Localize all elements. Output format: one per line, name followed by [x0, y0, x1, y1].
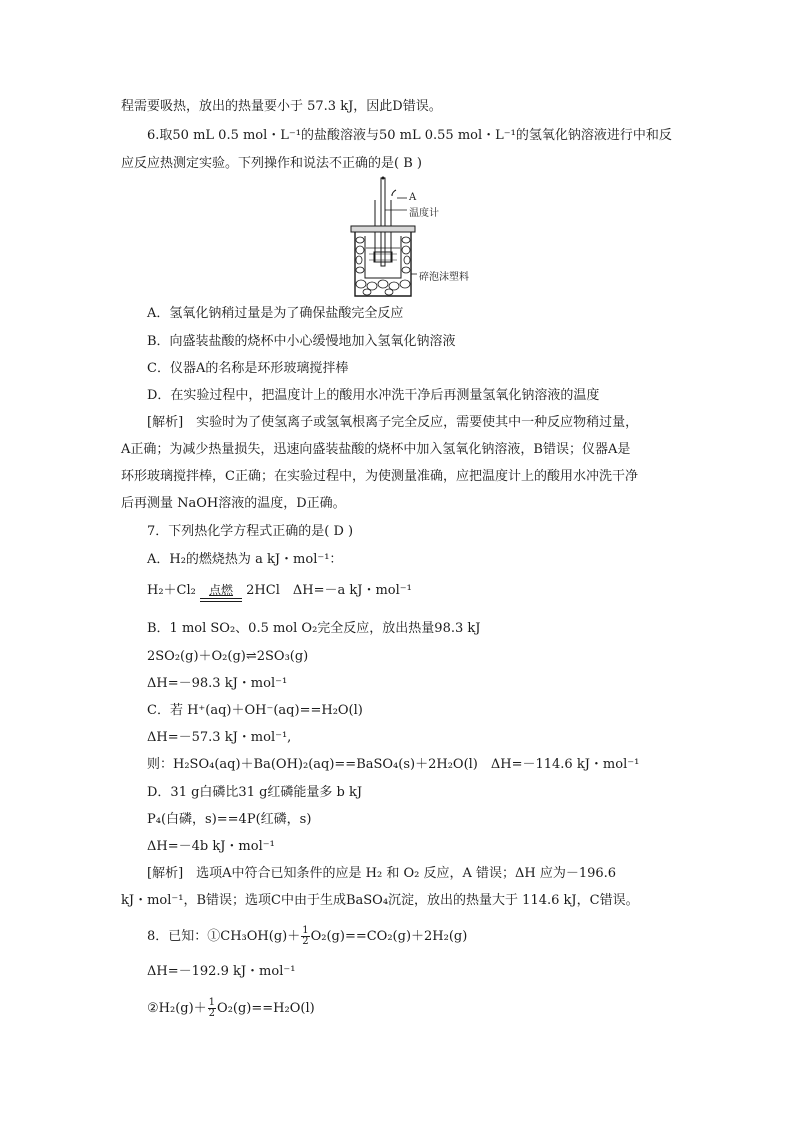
text-line-1: 程需要吸热，放出的热量要小于 57.3 kJ，因此D错误。: [121, 99, 442, 114]
option-6-d: D．在实验过程中，把温度计上的酸用水冲洗干净后再测量氢氧化钠溶液的温度: [147, 388, 600, 403]
explanation-7-b: kJ・mol⁻¹，B错误；选项C中由于生成BaSO₄沉淀，放出的热量大于 114.6 kJ，C错误。: [121, 893, 639, 908]
label-thermometer: 温度计: [409, 208, 439, 219]
option-7-a-equation: [147, 580, 412, 602]
explanation-6-d: 后再测量 NaOH溶液的温度，D正确。: [121, 496, 346, 511]
option-7-b-equation: 2SO₂(g)＋O₂(g)⇌2SO₃(g): [147, 649, 309, 664]
question-8-eq-1: [147, 924, 467, 950]
label-foam: 碎泡沫塑料: [419, 272, 469, 283]
question-8-eq-2: [147, 996, 315, 1022]
question-7-stem: 7．下列热化学方程式正确的是( D ): [147, 524, 354, 539]
option-6-b: B．向盛装盐酸的烧杯中小心缓慢地加入氢氧化钠溶液: [147, 334, 456, 349]
question-8-enthalpy-1: ΔH=－192.9 kJ・mol⁻¹: [147, 964, 296, 979]
option-6-c: C．仪器A的名称是环形玻璃搅拌棒: [147, 361, 349, 376]
explanation-6-b: A正确；为减少热量损失，迅速向盛装盐酸的烧杯中加入氢氧化钠溶液，B错误；仪器A是: [121, 442, 631, 457]
q8-eq2-right: O₂(g)==H₂O(l): [217, 1001, 315, 1016]
ignition-condition: 点燃: [209, 583, 234, 597]
option-7-d-equation: P₄(白磷，s)==4P(红磷，s): [147, 812, 312, 827]
fraction-numerator: 1: [302, 925, 309, 936]
q8-eq1-left: 8．已知：①CH₃OH(g)＋: [147, 929, 301, 944]
question-6-stem-a: 6.取50 mL 0.5 mol・L⁻¹的盐酸溶液与50 mL 0.55 mol・L⁻¹的氢氧化钠溶液进行中和反: [147, 128, 672, 143]
fraction-denominator: 2: [302, 936, 309, 947]
option-7-c: C．若 H⁺(aq)＋OH⁻(aq)==H₂O(l): [147, 703, 363, 718]
option-6-a: A．氢氧化钠稍过量是为了确保盐酸完全反应: [147, 306, 404, 321]
fraction-one-half: [208, 998, 216, 1019]
equals-bar: [200, 598, 242, 602]
option-7-a: A．H₂的燃烧热为 a kJ・mol⁻¹：: [147, 552, 343, 567]
option-7-d-enthalpy: ΔH=－4b kJ・mol⁻¹: [147, 839, 275, 854]
q8-eq2-left: ②H₂(g)＋: [147, 1001, 207, 1016]
label-stirrer-a: A: [409, 192, 417, 203]
q8-eq1-right: O₂(g)==CO₂(g)＋2H₂(g): [310, 929, 468, 944]
calorimeter-figure: [345, 174, 475, 302]
equation-right: 2HCl ΔH=－a kJ・mol⁻¹: [246, 583, 412, 598]
ignition-arrow: [200, 584, 242, 602]
option-7-d: D．31 g白磷比31 g红磷能量多 b kJ: [147, 785, 363, 800]
fraction-denominator: 2: [208, 1008, 216, 1019]
equation-left: H₂＋Cl₂: [147, 583, 196, 598]
explanation-7-a: [解析] 选项A中符合已知条件的应是 H₂ 和 O₂ 反应，A 错误；ΔH 应为－196.6: [147, 866, 617, 881]
option-7-b-enthalpy: ΔH=－98.3 kJ・mol⁻¹: [147, 676, 288, 691]
explanation-6-a: [解析] 实验时为了使氢离子或氢氧根离子完全反应，需要使其中一种反应物稍过量，: [147, 415, 639, 430]
option-7-c-enthalpy: ΔH=－57.3 kJ・mol⁻¹,: [147, 730, 292, 745]
question-6-stem-b: 应反应热测定实验。下列操作和说法不正确的是( B ): [121, 156, 422, 171]
option-7-b: B．1 mol SO₂、0.5 mol O₂完全反应，放出热量98.3 kJ: [147, 621, 481, 636]
explanation-6-c: 环形玻璃搅拌棒，C正确；在实验过程中，为使测量准确，应把温度计上的酸用水冲洗干净: [121, 469, 638, 484]
option-7-c-then: 则：H₂SO₄(aq)＋Ba(OH)₂(aq)==BaSO₄(s)＋2H₂O(l) ΔH=－114.6 kJ・mol⁻¹: [147, 757, 640, 772]
fraction-numerator: 1: [208, 997, 216, 1008]
fraction-one-half: [301, 926, 309, 947]
